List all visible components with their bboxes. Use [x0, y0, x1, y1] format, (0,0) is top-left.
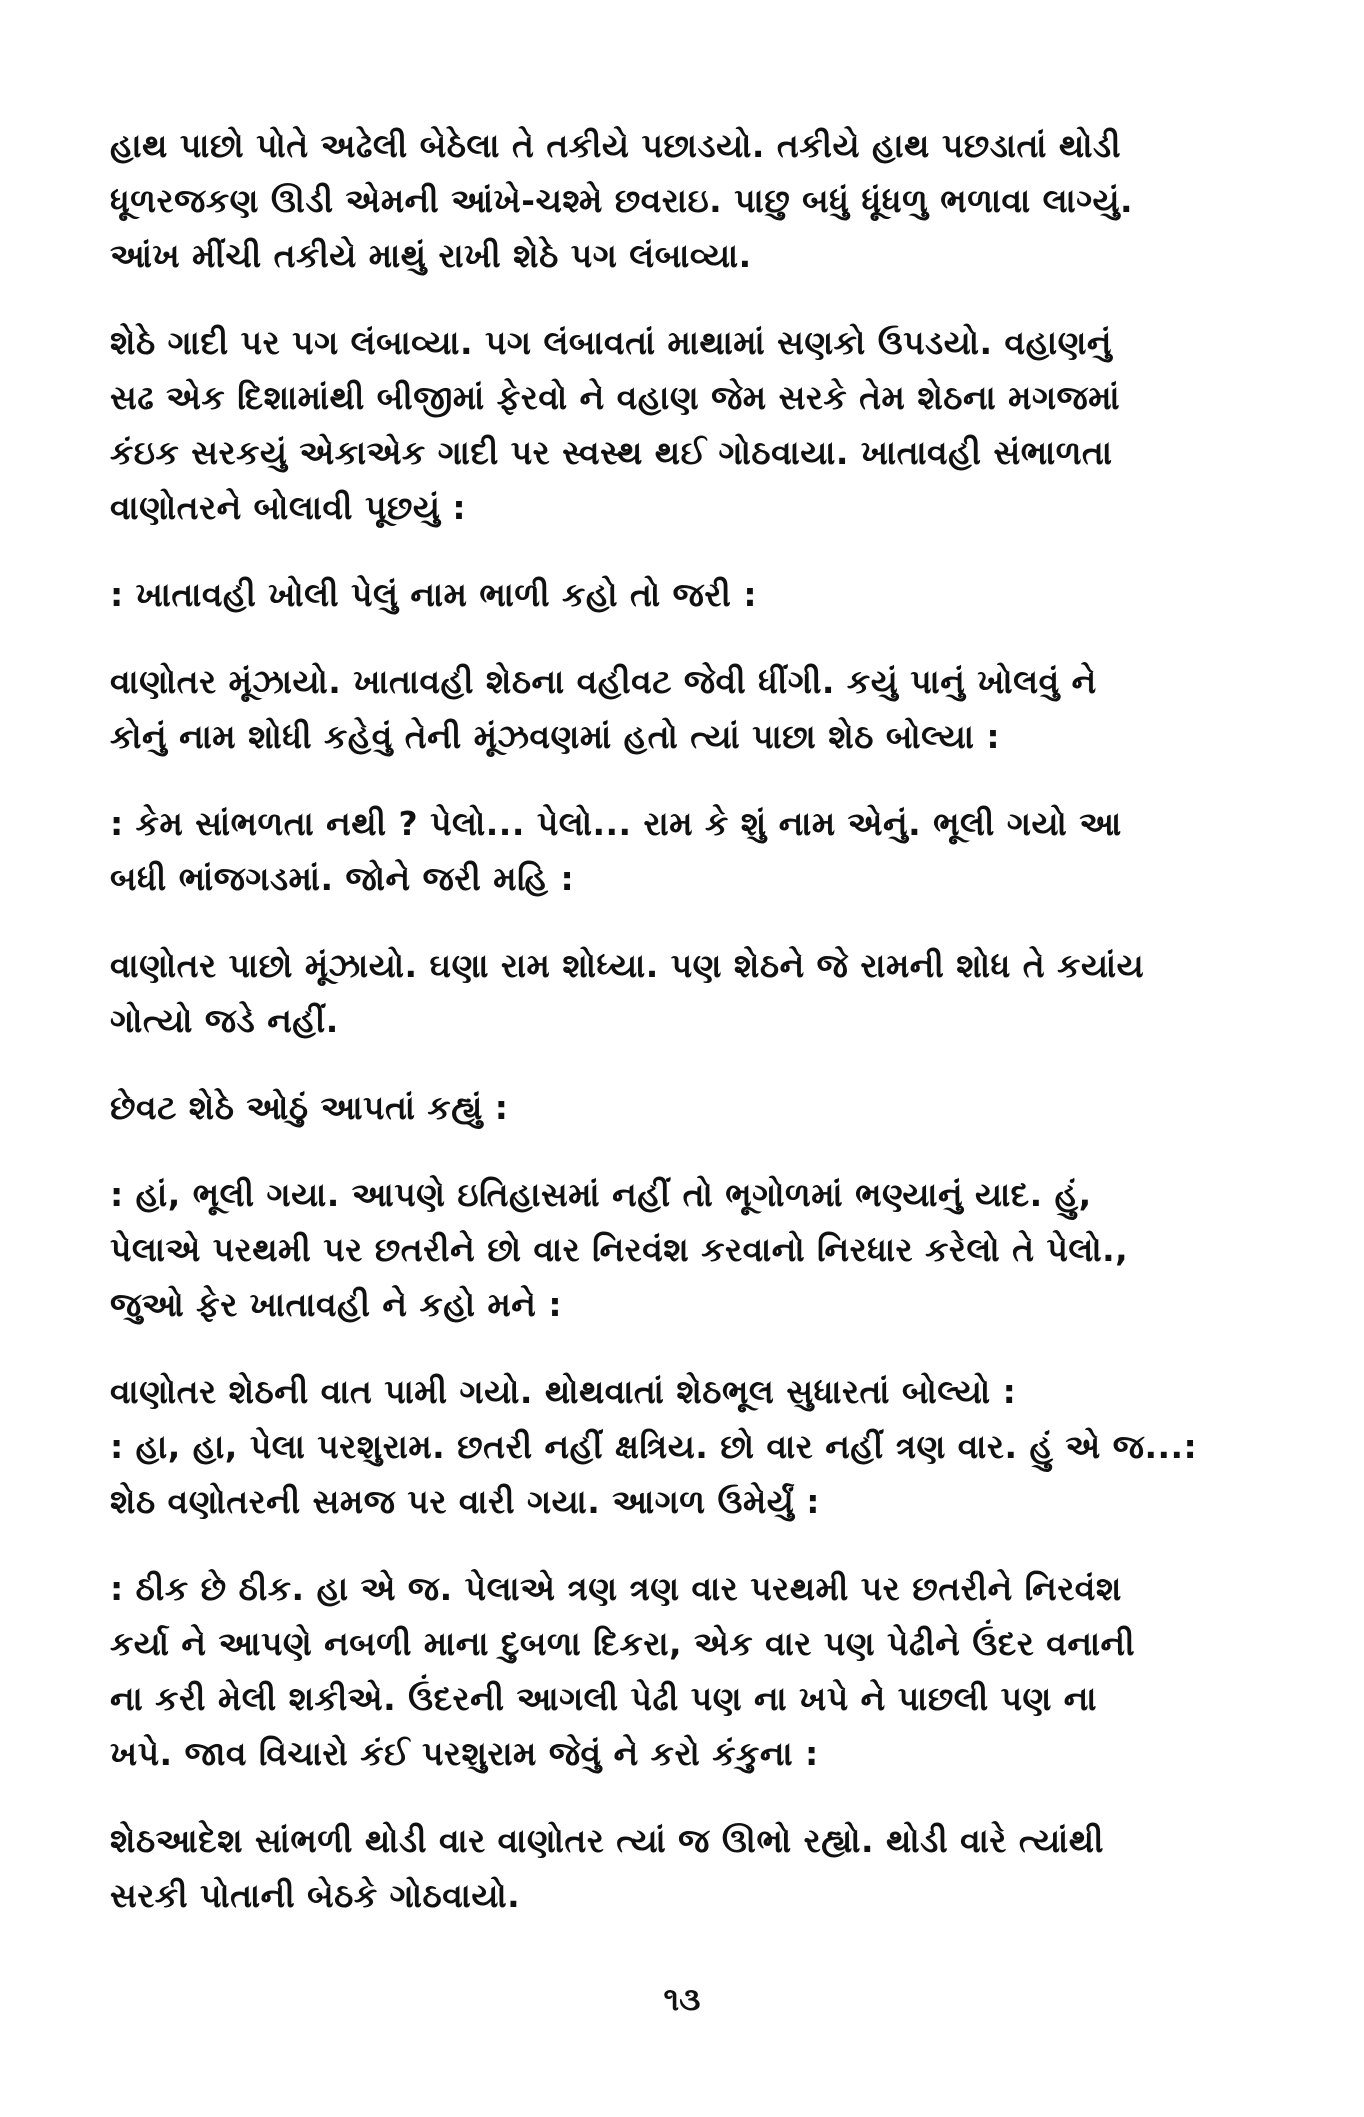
text-line: જુઓ ફેર ખાતાવહી ને કહો મને :	[110, 1285, 563, 1324]
paragraph-1	[110, 118, 1240, 283]
text-line: આંખ મીંચી તકીયે માથું રાખી શેઠે પગ લંબાવ્યા.	[110, 236, 752, 275]
text-line: કોનું નામ શોધી કહેવું તેની મૂંઝવણમાં હતો ત્યાં પાછા શેઠ બોલ્યા :	[110, 717, 1001, 756]
text-line: હાથ પાછો પોતે અઢેલી બેઠેલા તે તકીયે પછાડયો. તકીયે હાથ પછડાતાં થોડી	[110, 126, 1122, 165]
text-line: વાણોતરને બોલાવી પૂછયું :	[110, 488, 467, 527]
text-line: : હા, હા, પેલા પરશુરામ. છતરી નહીં ક્ષત્રિય. છો વાર નહીં ત્રણ વાર. હું એ જ...:	[110, 1427, 1198, 1466]
text-line: : ખાતાવહી ખોલી પેલું નામ ભાળી કહો તો જરી :	[110, 575, 758, 614]
text-line: ગોત્યો જડે નહીં.	[110, 1001, 339, 1040]
paragraph-6	[110, 938, 1240, 1048]
text-line: વાણોતર પાછો મૂંઝાયો. ઘણા રામ શોધ્યા. પણ શેઠને જે રામની શોધ તે કયાંય	[110, 946, 1145, 985]
text-line: વાણોતર શેઠની વાત પામી ગયો. થોથવાતાં શેઠભૂલ સુધારતાં બોલ્યો :	[110, 1372, 1017, 1411]
paragraph-8	[110, 1167, 1240, 1332]
text-line: શેઠ વણોતરની સમજ પર વારી ગયા. આગળ ઉમેર્યું :	[110, 1482, 820, 1521]
text-line: : હાં, ભૂલી ગયા. આપણે ઇતિહાસમાં નહીં તો ભૂગોળમાં ભણ્યાનું યાદ. હું,	[110, 1175, 1092, 1214]
text-line: પેલાએ પરથમી પર છતરીને છો વાર નિરવંશ કરવાનો નિરધાર કરેલો તે પેલો.,	[110, 1230, 1129, 1269]
text-line: ના કરી મેલી શકીએ. ઉંદરની આગલી પેઢી પણ ના ખપે ને પાછલી પણ ના	[110, 1679, 1097, 1718]
paragraph-10	[110, 1561, 1240, 1781]
text-line: છેવટ શેઠે ઓઠું આપતાં કહ્યું :	[110, 1088, 509, 1127]
text-line: : ઠીક છે ઠીક. હા એ જ. પેલાએ ત્રણ ત્રણ વાર પરથમી પર છતરીને નિરવંશ	[110, 1569, 1122, 1608]
page-number: ૧૩	[663, 1980, 701, 2018]
paragraph-11	[110, 1813, 1240, 1923]
text-line: સરકી પોતાની બેઠકે ગોઠવાયો.	[110, 1876, 521, 1915]
paragraph-2	[110, 315, 1240, 535]
paragraph-7	[110, 1080, 1240, 1135]
paragraph-4	[110, 654, 1240, 764]
paragraph-3	[110, 567, 1240, 622]
text-line: બધી ભાંજગડમાં. જોને જરી મહિ :	[110, 859, 575, 898]
page-body	[110, 118, 1240, 1955]
text-line: સઢ એક દિશામાંથી બીજીમાં ફેરવો ને વહાણ જેમ સરકે તેમ શેઠના મગજમાં	[110, 378, 1121, 417]
text-line: ખપે. જાવ વિચારો કંઈ પરશુરામ જેવું ને કરો કંકુના :	[110, 1734, 819, 1773]
text-line: કર્યા ને આપણે નબળી માના દુબળા દિકરા, એક વાર પણ પેઢીને ઉંદર વનાની	[110, 1624, 1136, 1663]
paragraph-5	[110, 796, 1240, 906]
paragraph-9	[110, 1364, 1240, 1529]
text-line: શેઠઆદેશ સાંભળી થોડી વાર વાણોતર ત્યાં જ ઊભો રહ્યો. થોડી વારે ત્યાંથી	[110, 1821, 1104, 1860]
text-line: : કેમ સાંભળતા નથી ? પેલો... પેલો... રામ કે શું નામ એનું. ભૂલી ગયો આ	[110, 804, 1122, 843]
text-line: શેઠે ગાદી પર પગ લંબાવ્યા. પગ લંબાવતાં માથામાં સણકો ઉપડયો. વહાણનું	[110, 323, 1112, 362]
text-line: વાણોતર મૂંઝાયો. ખાતાવહી શેઠના વહીવટ જેવી ધીંગી. કયું પાનું ખોલવું ને	[110, 662, 1097, 701]
text-line: ધૂળરજકણ ઊડી એમની આંખે-ચશ્મે છવરાઇ. પાછુ બધું ધૂંધળુ ભળાવા લાગ્યું.	[110, 181, 1134, 220]
text-line: કંઇક સરકયું એકાએક ગાદી પર સ્વસ્થ થઈ ગોઠવાયા. ખાતાવહી સંભાળતા	[110, 433, 1113, 472]
